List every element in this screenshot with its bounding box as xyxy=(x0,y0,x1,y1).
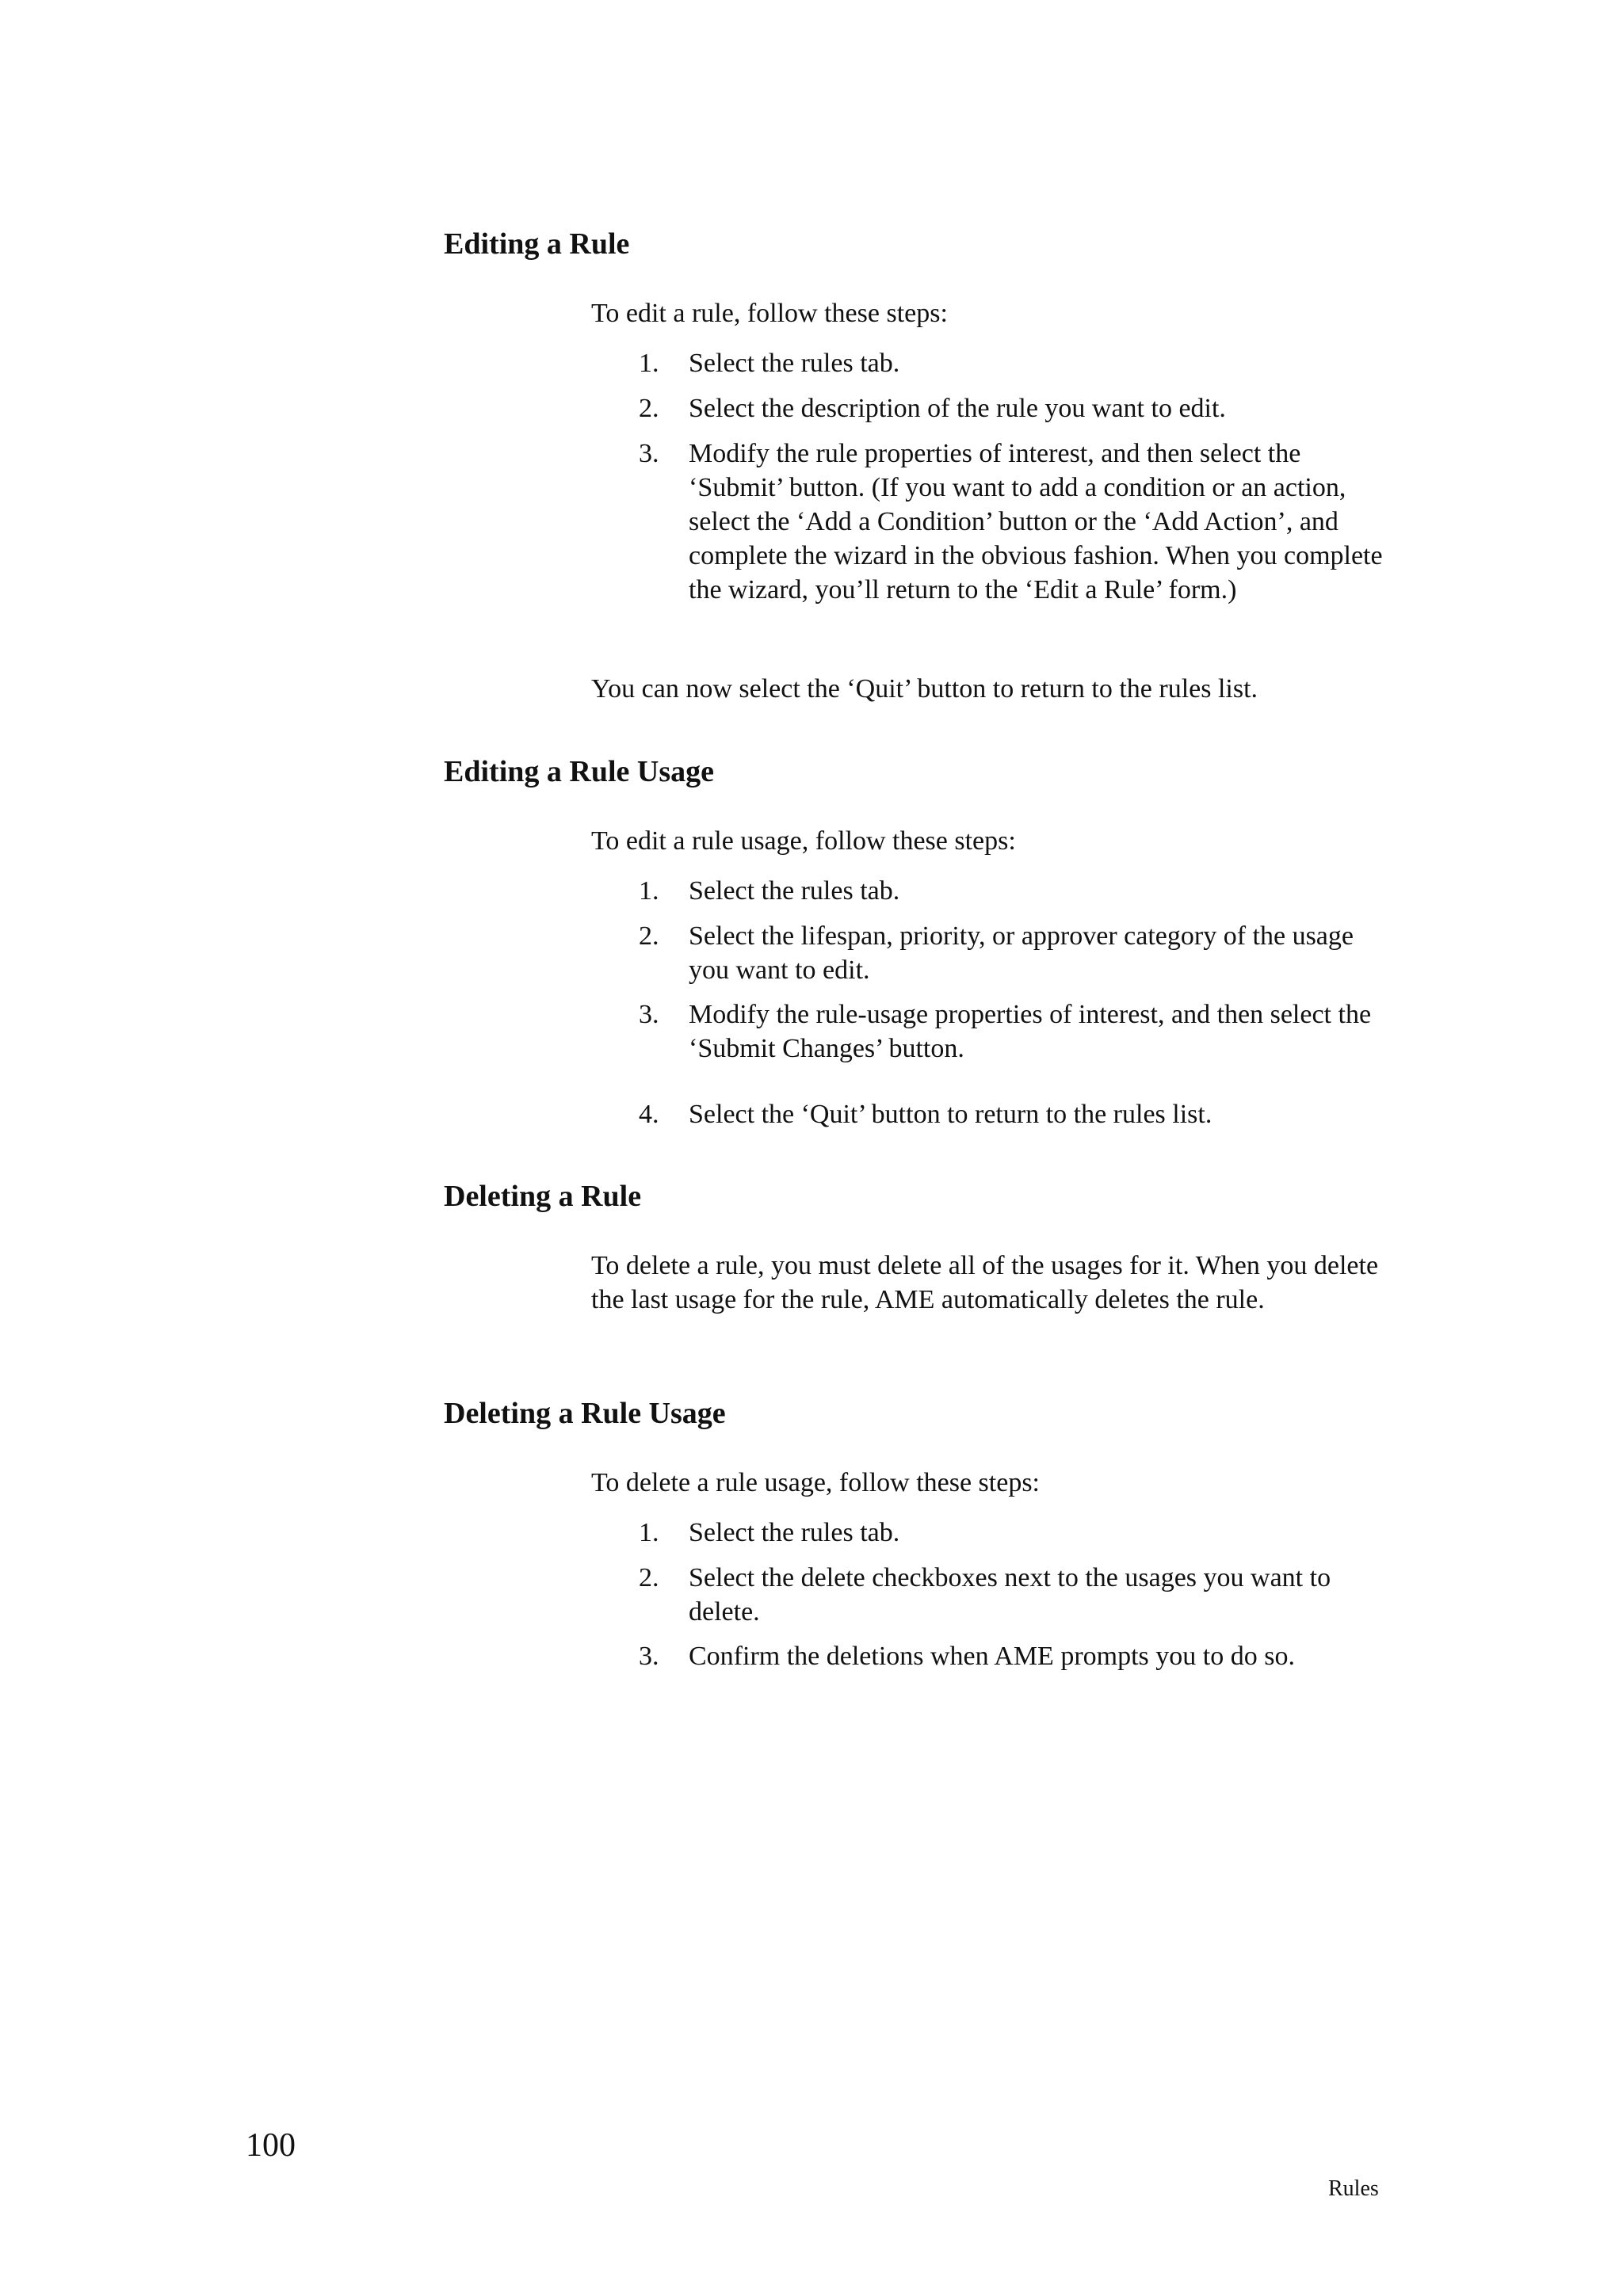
step-text: Modify the rule-usage properties of interest, and then select the ‘Submit Changes’ button. xyxy=(689,1000,1372,1063)
step-number: 1. xyxy=(639,1518,659,1547)
step-text: Confirm the deletions when AME prompts you to do so. xyxy=(689,1642,1295,1671)
step-number: 2. xyxy=(639,1563,659,1592)
step-text: Select the rules tab. xyxy=(689,1518,900,1547)
step-text: Select the description of the rule you want to edit. xyxy=(689,394,1226,423)
step-number: 3. xyxy=(639,439,659,468)
step-number: 3. xyxy=(639,1000,659,1029)
step-number: 2. xyxy=(639,394,659,423)
section-heading-deleting-a-rule: Deleting a Rule xyxy=(444,1180,642,1213)
step-text: Select the ‘Quit’ button to return to the rules list. xyxy=(689,1100,1212,1129)
chapter-footer-label: Rules xyxy=(1328,2176,1379,2201)
step-text: Select the rules tab. xyxy=(689,349,900,378)
step-number: 1. xyxy=(639,349,659,378)
step-text: Modify the rule properties of interest, and then select the ‘Submit’ button. (If you want to add a condition or an action, select the ‘Add a Condition’ button or the ‘Add Action’, and complete the wizard in the obvious fashion. When you complete the wizard, you’ll return to the ‘Edit a Rule’ form.) xyxy=(689,439,1383,605)
section-outro: You can now select the ‘Quit’ button to return to the rules list. xyxy=(591,674,1258,704)
section-body: To delete a rule, you must delete all of the usages for it. When you delete the last usage for the rule, AME automatically deletes the rule. xyxy=(591,1251,1379,1314)
step-number: 3. xyxy=(639,1642,659,1671)
section-heading-editing-a-rule-usage: Editing a Rule Usage xyxy=(444,755,714,788)
step-text: Select the rules tab. xyxy=(689,876,900,906)
section-intro: To edit a rule, follow these steps: xyxy=(591,299,948,328)
section-intro: To edit a rule usage, follow these steps: xyxy=(591,826,1016,856)
step-number: 2. xyxy=(639,921,659,951)
step-text: Select the delete checkboxes next to the usages you want to delete. xyxy=(689,1563,1331,1627)
step-number: 4. xyxy=(639,1100,659,1129)
page-number: 100 xyxy=(246,2127,296,2164)
step-text: Select the lifespan, priority, or approver category of the usage you want to edit. xyxy=(689,921,1354,985)
step-number: 1. xyxy=(639,876,659,906)
section-heading-deleting-a-rule-usage: Deleting a Rule Usage xyxy=(444,1397,726,1430)
section-heading-editing-a-rule: Editing a Rule xyxy=(444,227,630,261)
section-intro: To delete a rule usage, follow these steps: xyxy=(591,1468,1040,1497)
